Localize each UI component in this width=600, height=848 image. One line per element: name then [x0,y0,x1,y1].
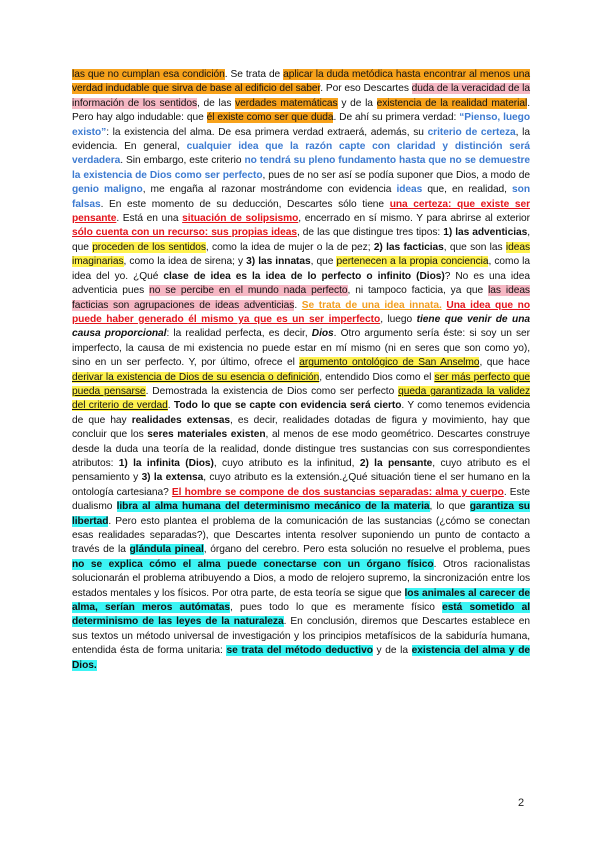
text-run: . Por eso Descartes [320,83,412,95]
highlighted-text-run: derivar la existencia de Dios de su esencia o definición [72,371,320,383]
highlighted-text-run: está sometido al determinismo de las leyes de la naturaleza [72,602,531,628]
highlighted-text-run: libra al alma humana del determinismo mecánico de la materia [116,501,430,513]
highlighted-text-run: ideas imaginarias [72,241,530,268]
text-run: , de las [197,97,236,109]
text-run: , de las que distingue tres tipos: [296,227,444,239]
highlighted-text-run: una certeza: que existe ser pensante [72,198,530,225]
highlighted-text-run: los animales al carecer de alma, serían meros autómatas [72,587,530,614]
highlighted-text-run: “Pienso, luego existo” [72,112,530,138]
text-run: . Demostrada la existencia de Dios como ser perfecto [145,385,399,397]
highlighted-text-run: 3) la extensa [141,472,204,484]
highlighted-text-run: realidades extensas [131,414,230,426]
text-run: , luego [380,313,417,325]
text-run: . Y como tenemos evidencia de que hay [72,400,531,426]
text-run: , que [310,256,337,268]
highlighted-text-run: se trata del método deductivo [226,645,373,657]
text-run: , encerrado en sí mismo. Y para abrirse al exterior [298,213,530,225]
text-run: , órgano del cerebro. Pero esta solución no resuelve el problema, pues [203,544,530,556]
text-run: , como la idea del yo. ¿Qué [72,256,530,282]
highlighted-text-run: ser más perfecto que pueda pensarse [72,371,531,397]
text-run: , ni tampoco facticia, ya que [347,285,489,297]
highlighted-text-run: 2) las facticias [373,241,444,253]
highlighted-text-run: aplicar la duda metódica hasta encontrar al menos una verdad indudable que sirva de base al edificio del saber [72,69,530,95]
highlighted-text-run: seres materiales existen [147,429,266,441]
highlighted-text-run: pertenecen a la propia conciencia [336,256,489,268]
highlighted-text-run: 1) la infinita (Dios) [118,457,214,469]
page-number: 2 [518,797,525,809]
highlighted-text-run: no tendrá su pleno fundamento hasta que no se demuestre la existencia de Dios como ser perfecto [72,155,530,181]
highlighted-text-run: duda de la veracidad de la información de los sentidos [72,83,530,109]
text-run: , que hace [479,357,530,369]
text-run: , que son las [443,241,506,253]
highlighted-text-run: ideas [396,184,423,196]
highlighted-text-run: argumento ontológico de San Anselmo [299,357,480,369]
text-run: . Se trata de [224,69,284,80]
highlighted-text-run: genio maligno [72,184,143,196]
highlighted-text-run: las ideas facticias son agrupaciones de ideas adventicias [72,285,530,311]
highlighted-text-run: glándula pineal [129,544,204,556]
text-run: : la realidad perfecta, es decir, [166,328,312,340]
text-run: . Otro argumento sería éste: si soy un ser imperfecto, la causa de mi existencia no puede estar en mí mismo (ni en seres que son como yo), sino en un ser perfecto. Y, por último, ofrece el [72,328,530,369]
text-run: , cuyo atributo es la infinitud, [213,457,360,469]
text-run: , como la idea de mujer o la de pez; [205,241,374,253]
text-run: . [294,299,302,311]
highlighted-text-run: garantiza su libertad [72,501,530,527]
text-run: , al menos de ese modo geométrico. Descartes construye desde la duda una teoría de la realidad, donde distingue tres sustancias con sus correspondientes atributos: [72,429,530,469]
text-run: , pues todo lo que es meramente físico [230,602,443,614]
text-run: ? No es una idea adventicia pues [72,270,530,297]
text-run: , es decir, realidades dotadas de figura y movimiento, hay que concluir que los [72,414,530,441]
text-run: . De ahí su primera verdad: [333,112,460,124]
highlighted-text-run: El hombre se compone de dos sustancias separadas: alma y cuerpo [171,486,504,498]
highlighted-text-run: 2) la pensante [359,457,433,469]
highlighted-text-run: 1) las adventicias [443,227,528,239]
highlighted-text-run: existencia de la realidad material [376,97,528,109]
body-paragraph [72,68,530,673]
highlighted-text-run: Todo lo que se capte con evidencia será cierto [173,400,402,412]
text-run: : la existencia del alma. De esa primera verdad extraerá, además, su [106,126,428,138]
highlighted-text-run: verdades matemáticas [235,97,338,109]
highlighted-text-run: Se trata de una idea innata. [301,299,442,311]
text-run: . En conclusión, diremos que Descartes establece en sus textos un método universal de investigación y los principios metafísicos de la sabiduría humana, entendida ésta de forma unitaria: [72,616,530,657]
text-run: , lo que [429,501,470,513]
text-run: , me engaña al razonar mostrándome con evidencia [142,184,397,196]
text-run: , como la idea de sirena; y [123,256,247,268]
text-run: , cuyo atributo es la extensión.¿Qué situación tiene el ser humano en la ontología cartesiana? [72,472,531,498]
text-run: . Este dualismo [72,486,530,513]
highlighted-text-run: situación de solipsismo [182,213,299,225]
text-run: . Sin embargo, este criterio [120,155,245,167]
text-run: , entendido Dios como el [319,371,435,383]
highlighted-text-run: no se percibe en el mundo nada perfecto [149,285,348,297]
text-run: . Pero esto plantea el problema de la comunicación de las sustancias (¿cómo se conectan esas realidades separadas?), que Descartes intenta resolver suponiendo un punto de contacto a través de la [72,515,530,556]
highlighted-text-run: criterio de certeza [427,126,516,138]
highlighted-text-run: tiene que venir de una causa proporcional [72,313,530,340]
highlighted-text-run: no se explica cómo el alma puede conectarse con un órgano físico [72,558,434,570]
text-run: . [167,400,174,412]
text-run: . En este momento de su deducción, Descartes sólo tiene [100,198,390,210]
highlighted-text-run: cualquier idea que la razón capte con claridad y distinción será verdadera [72,141,530,167]
text-run: . Otros racionalistas solucionarán el problema atribuyendo a Dios, a modo de relojero supremo, la sincronización entre los estados mentales y los físicos. Por otra parte, de esta teoría se sigue que [72,558,530,599]
highlighted-text-run: él existe como ser que duda [206,112,334,124]
highlighted-text-run: existencia del alma y de Dios. [72,645,530,671]
highlighted-text-run: Una idea que no puede haber generado él mismo ya que es un ser imperfecto [72,299,531,325]
text-run: . Pero hay algo indudable: que [72,97,530,124]
text-run: , que [72,227,530,253]
highlighted-text-run: proceden de los sentidos [92,241,206,253]
text-run: , pues de no ser así se podía suponer que Dios, a modo de [262,169,530,181]
text-run: y de la [372,645,412,657]
text-run: , la evidencia. En general, [72,126,530,153]
highlighted-text-run: las que no cumplan esa condición [72,69,225,80]
text-run: que, en realidad, [422,184,513,196]
text-run: , cuyo atributo es el pensamiento y [72,457,531,484]
highlighted-text-run: Dios [311,328,334,340]
highlighted-text-run: sólo cuenta con un recurso: sus propias ideas [72,227,297,239]
text-run: . Está en una [116,213,183,225]
highlighted-text-run: son falsas [72,184,530,210]
highlighted-text-run: clase de idea es la idea de lo perfecto o infinito (Dios) [163,270,445,282]
text-run: y de la [337,97,377,109]
highlighted-text-run: queda garantizada la validez del criterio de verdad [72,385,530,412]
highlighted-text-run: 3) las innatas [246,256,311,268]
